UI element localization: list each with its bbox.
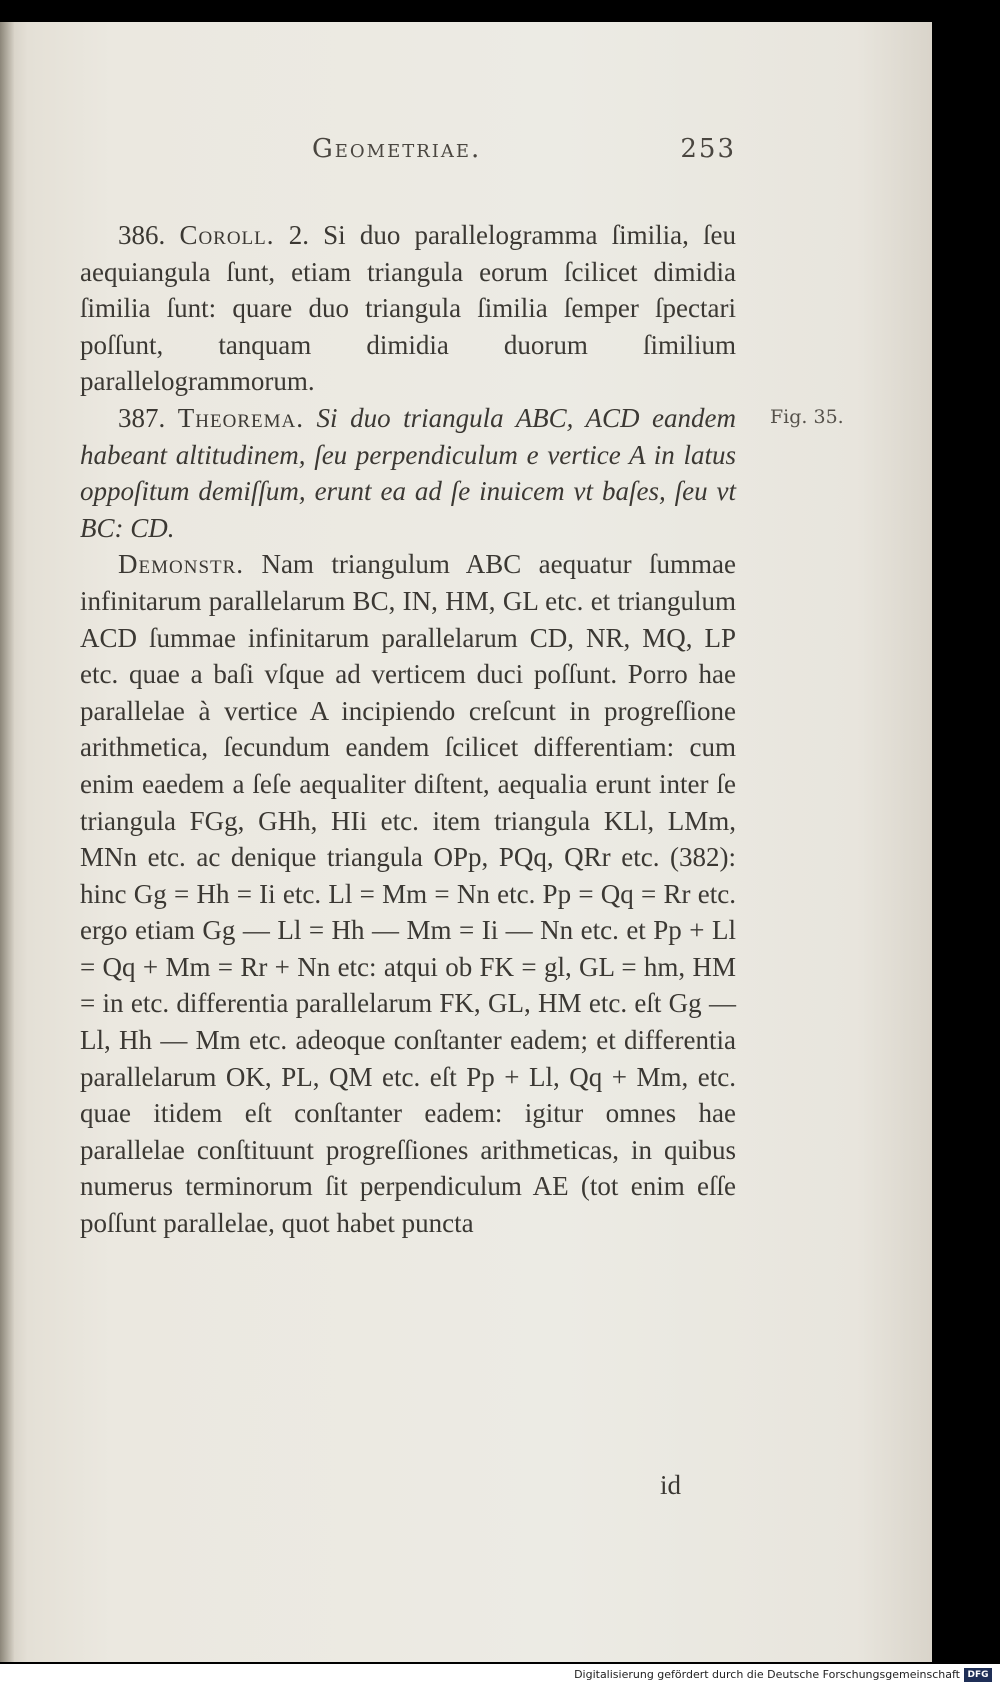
paragraph-corollary	[80, 217, 736, 400]
theorem-statement: Si duo triangula ABC, ACD eandem habeant altitudinem, ſeu perpendiculum e vertice A in latus oppoſitum demiſſum, erunt ea ad ſe inuicem vt baſes, ſeu vt BC: CD.	[80, 402, 737, 543]
page-number: 253	[680, 134, 736, 164]
paragraph-text: Nam triangulum ABC aequatur ſummae infinitarum parallelarum BC, IN, HM, GL etc. et triangulum ACD ſummae infinitarum parallelarum CD, NR, MQ, LP etc. quae a baſi vſque ad verticem duci poſſunt. Porro hae parallelae à vertice A incipiendo creſcunt in progreſſione arithmetica, ſecundum eandem ſcilicet differentiam: cum enim eaedem a ſeſe aequaliter diſtent, aequalia erunt inter ſe triangula FGg, GHh, HIi etc. item triangula KLl, LMm, MNn etc. ac denique triangula OPp, PQq, QRr etc. (382): hinc Gg = Hh = Ii etc. Ll = Mm = Nn etc. Pp = Qq = Rr etc. ergo etiam Gg — Ll = Hh — Mm = Ii — Nn etc. et Pp + Ll = Qq + Mm = Rr + Nn etc: atqui ob FK = gl, GL = hm, HM = in etc. differentia parallelarum FK, GL, HM etc. eſt Gg — Ll, Hh — Mm etc. adeoque conſtanter eadem; et differentia parallelarum OK, PL, QM etc. eſt Pp + Ll, Qq + Mm, etc. quae itidem eſt conſtanter eadem: igitur omnes hae parallelae conſtituunt progreſſiones arithmeticas, in quibus numerus terminorum ſit perpendiculum AE (tot enim eſſe poſſunt parallelae, quot habet puncta	[80, 549, 736, 1239]
digitization-footer	[0, 1664, 1000, 1687]
figure-reference: Fig. 35.	[770, 406, 844, 428]
section-label: Theorema.	[177, 402, 304, 433]
section-label: Coroll.	[179, 220, 275, 250]
section-number: 387.	[118, 402, 166, 433]
catchword: id	[660, 1470, 682, 1500]
paragraph-text: Si duo parallelogramma ſimilia, ſeu aequiangula ſunt, etiam triangula eorum ſcilicet dimidia ſimilia ſunt: quare duo triangula ſimilia ſemper ſpectari poſſunt, tanquam dimidia duorum ſimilium parallelogrammorum.	[80, 220, 737, 397]
funding-credit: Digitalisierung gefördert durch die Deutsche Forschungsgemeinschaft	[574, 1668, 960, 1681]
paragraph-demonstration	[80, 546, 736, 1241]
section-label: Demonstr.	[118, 549, 245, 580]
section-label-number: 2.	[288, 220, 309, 250]
running-title: Geometriae.	[312, 134, 482, 164]
paragraph-theorem	[80, 400, 736, 546]
dfg-logo-icon: DFG	[964, 1668, 992, 1682]
book-page	[0, 22, 932, 1662]
section-number: 386.	[118, 220, 166, 250]
body-text	[80, 217, 736, 1242]
